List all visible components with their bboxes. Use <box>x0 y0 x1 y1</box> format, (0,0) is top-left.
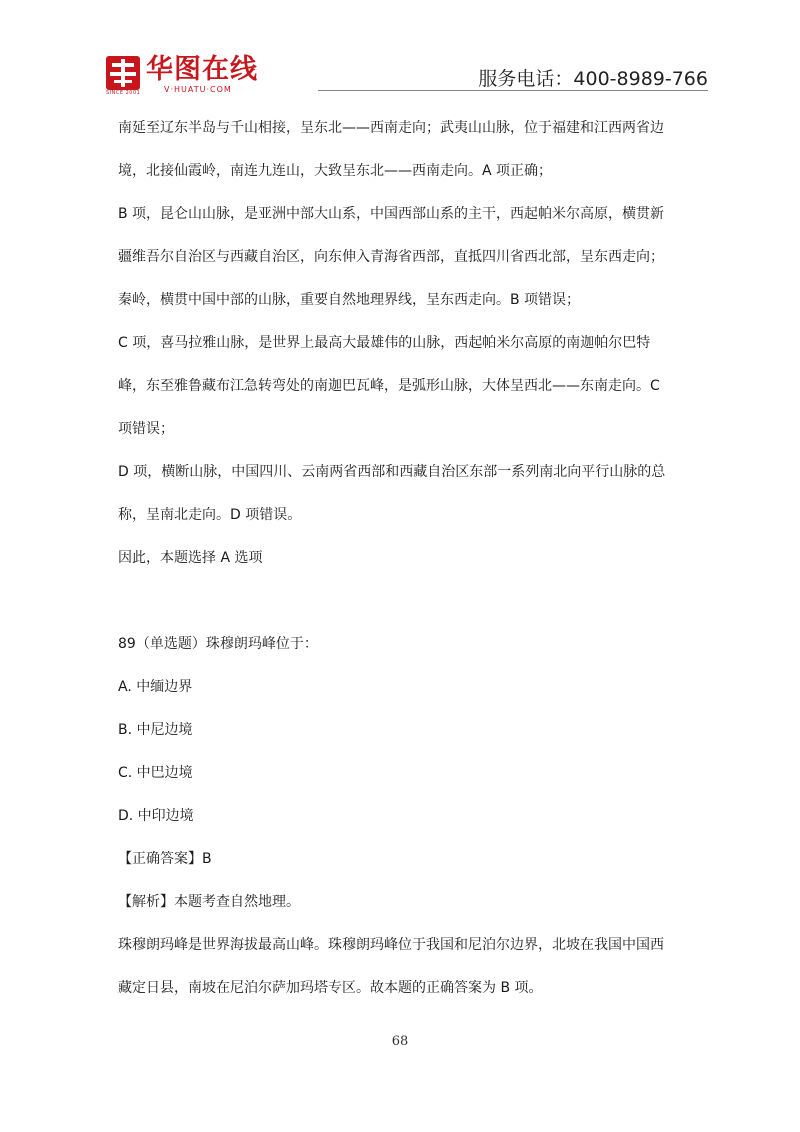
text-line: 项错误； <box>118 421 174 437</box>
page-header <box>0 0 800 100</box>
logo-wordmark: 华图在线 <box>146 54 258 85</box>
logo-mark-icon <box>106 56 141 96</box>
option-c: C. 中巴边境 <box>118 765 193 781</box>
huatu-logo <box>106 56 258 94</box>
header-divider <box>318 90 708 91</box>
text-line: D 项，横断山脉，中国四川、云南两省西部和西藏自治区东部一系列南北向平行山脉的总 <box>118 464 666 480</box>
question-stem: 89（单选题）珠穆朗玛峰位于： <box>118 636 318 652</box>
logo-since: SINCE 2001 <box>106 90 141 96</box>
option-b: B. 中尼边境 <box>118 722 193 738</box>
correct-answer: 【正确答案】B <box>118 851 212 867</box>
text-line: C 项，喜马拉雅山脉，是世界上最高大最雄伟的山脉，西起帕米尔高原的南迦帕尔巴特 <box>118 335 651 351</box>
text-line: 秦岭，横贯中国中部的山脉，重要自然地理界线，呈东西走向。B 项错误； <box>118 292 581 308</box>
text-line: 境，北接仙霞岭，南连九连山，大致呈东北——西南走向。A 项正确； <box>118 163 553 179</box>
text-line: B 项，昆仑山山脉，是亚洲中部大山系，中国西部山系的主干，西起帕米尔高原，横贯新 <box>118 206 665 222</box>
option-a: A. 中缅边界 <box>118 679 193 695</box>
service-hotline: 服务电话：400-8989-766 <box>478 68 708 90</box>
text-line: 珠穆朗玛峰是世界海拔最高山峰。珠穆朗玛峰位于我国和尼泊尔边界，北坡在我国中国西 <box>118 937 664 953</box>
text-line: 称，呈南北走向。D 项错误。 <box>118 507 302 523</box>
conclusion-line: 因此，本题选择 A 选项 <box>118 550 263 566</box>
page-number: 68 <box>391 1034 409 1049</box>
text-line: 峰，东至雅鲁藏布江急转弯处的南迦巴瓦峰，是弧形山脉，大体呈西北——东南走向。C <box>118 378 660 394</box>
option-d: D. 中印边境 <box>118 808 194 824</box>
analysis-heading: 【解析】本题考查自然地理。 <box>118 894 300 910</box>
text-line: 藏定日县，南坡在尼泊尔萨加玛塔专区。故本题的正确答案为 B 项。 <box>118 980 543 996</box>
logo-domain: V·HUATU·COM <box>164 85 232 94</box>
text-line: 南延至辽东半岛与千山相接，呈东北——西南走向；武夷山山脉，位于福建和江西两省边 <box>118 120 664 136</box>
text-line: 疆维吾尔自治区与西藏自治区，向东伸入青海省西部，直抵四川省西北部，呈东西走向； <box>118 249 664 265</box>
